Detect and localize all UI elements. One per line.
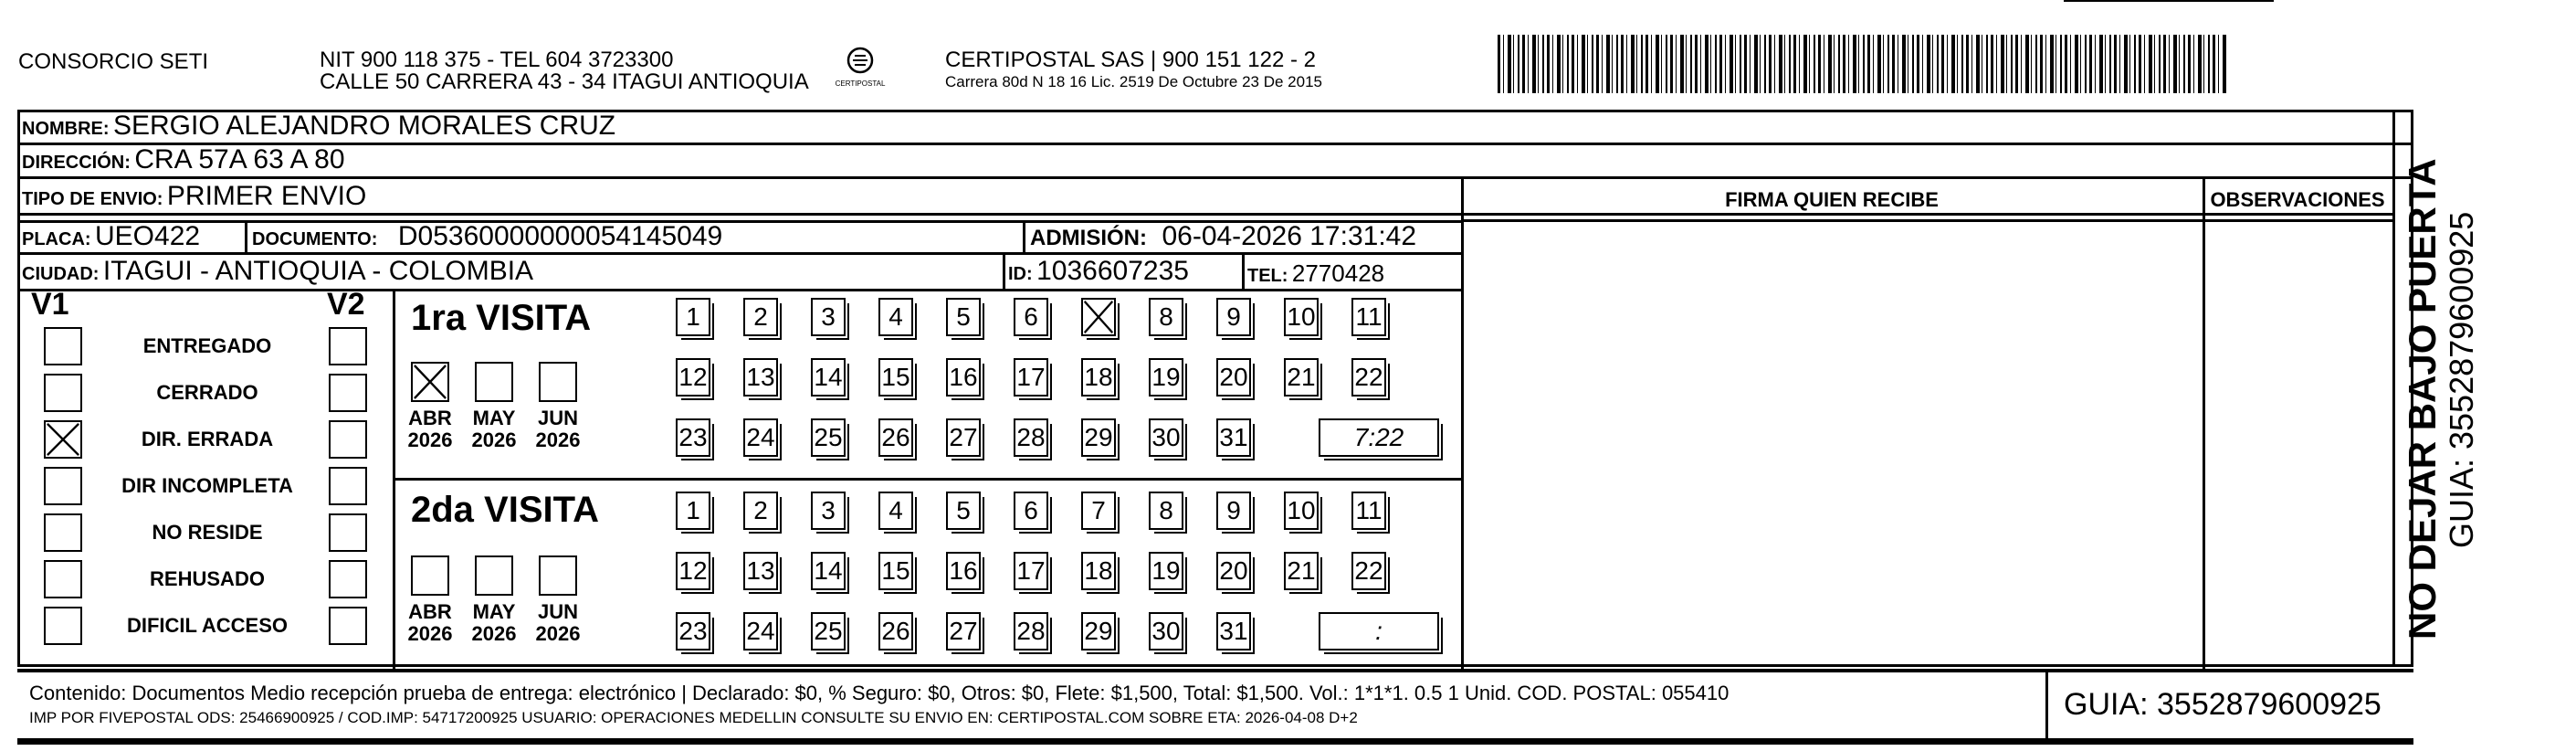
company-address: CALLE 50 CARRERA 43 - 34 ITAGUI ANTIOQUIA — [320, 69, 809, 94]
divider — [1461, 176, 1464, 669]
visit1-day-9[interactable]: 9 — [1216, 298, 1251, 336]
status-label: DIR. ERRADA — [141, 428, 274, 450]
visit1-day-14[interactable]: 14 — [811, 358, 846, 397]
status-label: NO RESIDE — [152, 521, 263, 544]
visit1-day-5[interactable]: 5 — [946, 298, 981, 336]
divider — [2203, 176, 2205, 669]
divider — [1461, 219, 2393, 222]
name-value: SERGIO ALEJANDRO MORALES CRUZ — [113, 111, 616, 141]
visit1-day-10[interactable]: 10 — [1284, 298, 1319, 336]
tel-cell — [1247, 258, 1384, 293]
visit1-month-checkbox[interactable] — [475, 362, 513, 402]
visit2-day-14[interactable]: 14 — [811, 552, 846, 590]
visit2-day-29[interactable]: 29 — [1081, 612, 1116, 651]
v1-checkbox[interactable] — [44, 513, 82, 552]
visit1-day-8[interactable]: 8 — [1149, 298, 1183, 336]
document-cell — [252, 221, 722, 257]
visit2-day-20[interactable]: 20 — [1216, 552, 1251, 590]
send-type-label: TIPO DE ENVIO: — [22, 189, 163, 209]
visit1-day-3[interactable]: 3 — [811, 298, 846, 336]
send-type-value: PRIMER ENVIO — [166, 181, 367, 211]
x-mark-icon — [413, 364, 447, 400]
visit2-day-28[interactable]: 28 — [1014, 612, 1048, 651]
visit1-day-22[interactable]: 22 — [1351, 358, 1386, 397]
plate-cell — [22, 221, 200, 257]
visit2-day-12[interactable]: 12 — [676, 552, 710, 590]
visit1-day-6[interactable]: 6 — [1014, 298, 1048, 336]
divider — [17, 670, 2413, 672]
visit2-day-27[interactable]: 27 — [946, 612, 981, 651]
visit2-day-7[interactable]: 7 — [1081, 492, 1116, 530]
observations-header: OBSERVACIONES — [2210, 188, 2385, 211]
visit1-month-label: ABR 2026 — [407, 407, 453, 451]
visit2-day-15[interactable]: 15 — [878, 552, 913, 590]
status-label: DIR INCOMPLETA — [121, 474, 293, 497]
carrier-license: Carrera 80d N 18 16 Lic. 2519 De Octubre 23 De 2015 — [945, 73, 1322, 90]
side-notice: NO DEJAR BAJO PUERTA — [2401, 158, 2444, 640]
visit1-time-box[interactable]: 7:22 — [1319, 418, 1439, 457]
visit1-day-31[interactable]: 31 — [1216, 418, 1251, 457]
x-mark-icon — [1083, 300, 1114, 334]
v1-checkbox[interactable] — [44, 374, 82, 412]
bottom-rule — [17, 738, 2413, 745]
address-label: DIRECCIÓN: — [22, 153, 131, 173]
visit1-day-7[interactable] — [1081, 298, 1116, 336]
visit2-day-8[interactable]: 8 — [1149, 492, 1183, 530]
visit2-day-9[interactable]: 9 — [1216, 492, 1251, 530]
visit1-month-label: MAY 2026 — [471, 407, 517, 451]
v1-label: V1 — [31, 287, 69, 322]
visit2-month-checkbox[interactable] — [411, 555, 449, 596]
visit2-month-label: JUN 2026 — [535, 600, 581, 645]
footer-content: Contenido: Documentos Medio recepción prueba de entrega: electrónico | Declarado: $0, % Seguro: $0, Otros: $0, Flete: $1,500, Total: $1,500. Vol.: 1*1*1. 0.5 1 Unid. COD. POSTAL: 055410 — [29, 682, 1730, 704]
side-guide: GUIA: 3552879600925 — [2443, 211, 2480, 548]
address-row — [22, 144, 345, 180]
visit1-day-16[interactable]: 16 — [946, 358, 981, 397]
divider — [393, 478, 1461, 481]
divider — [17, 213, 2393, 216]
visit2-day-19[interactable]: 19 — [1149, 552, 1183, 590]
id-cell — [1008, 256, 1189, 291]
signature-header: FIRMA QUIEN RECIBE — [1725, 188, 1939, 211]
v1-checkbox[interactable] — [44, 327, 82, 365]
visit2-day-5[interactable]: 5 — [946, 492, 981, 530]
v1-checkbox[interactable] — [44, 467, 82, 505]
status-label: REHUSADO — [150, 567, 265, 590]
visit1-day-12[interactable]: 12 — [676, 358, 710, 397]
visit2-day-22[interactable]: 22 — [1351, 552, 1386, 590]
visit1-day-21[interactable]: 21 — [1284, 358, 1319, 397]
divider — [1003, 252, 1005, 289]
v2-checkbox[interactable] — [329, 560, 367, 598]
address-value: CRA 57A 63 A 80 — [134, 144, 345, 175]
v2-checkbox[interactable] — [329, 513, 367, 552]
visit1-day-4[interactable]: 4 — [878, 298, 913, 336]
visit2-day-21[interactable]: 21 — [1284, 552, 1319, 590]
visit2-day-18[interactable]: 18 — [1081, 552, 1116, 590]
visit2-title: 2da VISITA — [411, 490, 599, 530]
admission-cell — [1030, 221, 1416, 257]
barcode — [1498, 35, 2228, 93]
visit1-day-23[interactable]: 23 — [676, 418, 710, 457]
id-label: ID: — [1008, 264, 1033, 284]
x-mark-icon — [46, 422, 80, 457]
certipostal-logo — [833, 42, 888, 95]
admission-label: ADMISIÓN: — [1030, 226, 1147, 250]
v2-checkbox[interactable] — [329, 607, 367, 645]
visit1-day-27[interactable]: 27 — [946, 418, 981, 457]
visit2-day-1[interactable]: 1 — [676, 492, 710, 530]
city-value: ITAGUI - ANTIOQUIA - COLOMBIA — [102, 256, 534, 286]
divider — [17, 176, 2413, 179]
carrier-name: CERTIPOSTAL SAS | 900 151 122 - 2 — [945, 48, 1316, 72]
top-rule — [2064, 0, 2274, 2]
v2-checkbox[interactable] — [329, 420, 367, 459]
visit2-time-box[interactable]: : — [1319, 612, 1439, 651]
divider — [393, 289, 395, 669]
footer-guide: GUIA: 3552879600925 — [2064, 687, 2381, 722]
status-label: DIFICIL ACCESO — [126, 614, 288, 637]
footer-print-info: IMP POR FIVEPOSTAL ODS: 25466900925 / COD.IMP: 54717200925 USUARIO: OPERACIONES MEDELLIN CONSULTE SU ENVIO EN: CERTIPOSTAL.COM SOBRE ETA: 2026-04-08 D+2 — [29, 709, 1358, 726]
visit2-day-17[interactable]: 17 — [1014, 552, 1048, 590]
company-name: CONSORCIO SETI — [18, 49, 209, 74]
document-value: D05360000000054145049 — [397, 221, 723, 251]
visit2-day-13[interactable]: 13 — [743, 552, 778, 590]
visit2-day-4[interactable]: 4 — [878, 492, 913, 530]
visit2-month-checkbox[interactable] — [475, 555, 513, 596]
tel-label: TEL: — [1247, 266, 1288, 286]
visit1-title: 1ra VISITA — [411, 298, 592, 338]
visit2-day-25[interactable]: 25 — [811, 612, 846, 651]
visit2-day-11[interactable]: 11 — [1351, 492, 1386, 530]
v2-label: V2 — [327, 287, 365, 322]
visit1-day-13[interactable]: 13 — [743, 358, 778, 397]
visit2-month-label: MAY 2026 — [471, 600, 517, 645]
visit2-day-26[interactable]: 26 — [878, 612, 913, 651]
document-label: DOCUMENTO: — [252, 229, 378, 249]
name-row — [22, 111, 615, 146]
v2-checkbox[interactable] — [329, 374, 367, 412]
visit1-day-28[interactable]: 28 — [1014, 418, 1048, 457]
visit1-day-18[interactable]: 18 — [1081, 358, 1116, 397]
visit2-day-10[interactable]: 10 — [1284, 492, 1319, 530]
divider — [1023, 220, 1025, 253]
admission-value: 06-04-2026 17:31:42 — [1162, 221, 1417, 251]
visit1-month-checkbox[interactable] — [539, 362, 577, 402]
visit2-day-31[interactable]: 31 — [1216, 612, 1251, 651]
company-nit: NIT 900 118 375 - TEL 604 3723300 — [320, 48, 674, 72]
v1-checkbox[interactable] — [44, 420, 82, 459]
id-value: 1036607235 — [1036, 256, 1189, 286]
visit1-day-2[interactable]: 2 — [743, 298, 778, 336]
visit2-day-6[interactable]: 6 — [1014, 492, 1048, 530]
visit2-day-30[interactable]: 30 — [1149, 612, 1183, 651]
divider — [245, 220, 247, 253]
svg-text:CERTIPOSTAL: CERTIPOSTAL — [835, 79, 886, 88]
visit1-day-26[interactable]: 26 — [878, 418, 913, 457]
visit1-day-11[interactable]: 11 — [1351, 298, 1386, 336]
tel-value: 2770428 — [1291, 259, 1385, 287]
visit2-month-label: ABR 2026 — [407, 600, 453, 645]
visit2-month-checkbox[interactable] — [539, 555, 577, 596]
divider — [2045, 670, 2048, 739]
visit1-day-1[interactable]: 1 — [676, 298, 710, 336]
v1-checkbox[interactable] — [44, 560, 82, 598]
plate-value: UEO422 — [95, 221, 201, 251]
plate-label: PLACA: — [22, 229, 91, 249]
visit1-day-20[interactable]: 20 — [1216, 358, 1251, 397]
divider — [1242, 252, 1245, 289]
send-type-row — [22, 181, 366, 217]
visit1-day-25[interactable]: 25 — [811, 418, 846, 457]
status-label: CERRADO — [156, 381, 258, 404]
visit1-month-checkbox[interactable] — [411, 362, 449, 402]
visit1-day-15[interactable]: 15 — [878, 358, 913, 397]
visit2-day-23[interactable]: 23 — [676, 612, 710, 651]
visit2-day-2[interactable]: 2 — [743, 492, 778, 530]
visit1-day-30[interactable]: 30 — [1149, 418, 1183, 457]
visit1-month-label: JUN 2026 — [535, 407, 581, 451]
visit2-day-3[interactable]: 3 — [811, 492, 846, 530]
visit2-day-24[interactable]: 24 — [743, 612, 778, 651]
divider — [2392, 110, 2395, 667]
visit1-day-24[interactable]: 24 — [743, 418, 778, 457]
status-label: ENTREGADO — [142, 334, 272, 357]
visit1-day-29[interactable]: 29 — [1081, 418, 1116, 457]
name-label: NOMBRE: — [22, 119, 110, 139]
v1-checkbox[interactable] — [44, 607, 82, 645]
visit2-day-16[interactable]: 16 — [946, 552, 981, 590]
visit1-day-17[interactable]: 17 — [1014, 358, 1048, 397]
city-cell — [22, 256, 533, 291]
v2-checkbox[interactable] — [329, 327, 367, 365]
visit1-day-19[interactable]: 19 — [1149, 358, 1183, 397]
v2-checkbox[interactable] — [329, 467, 367, 505]
city-label: CIUDAD: — [22, 264, 100, 284]
